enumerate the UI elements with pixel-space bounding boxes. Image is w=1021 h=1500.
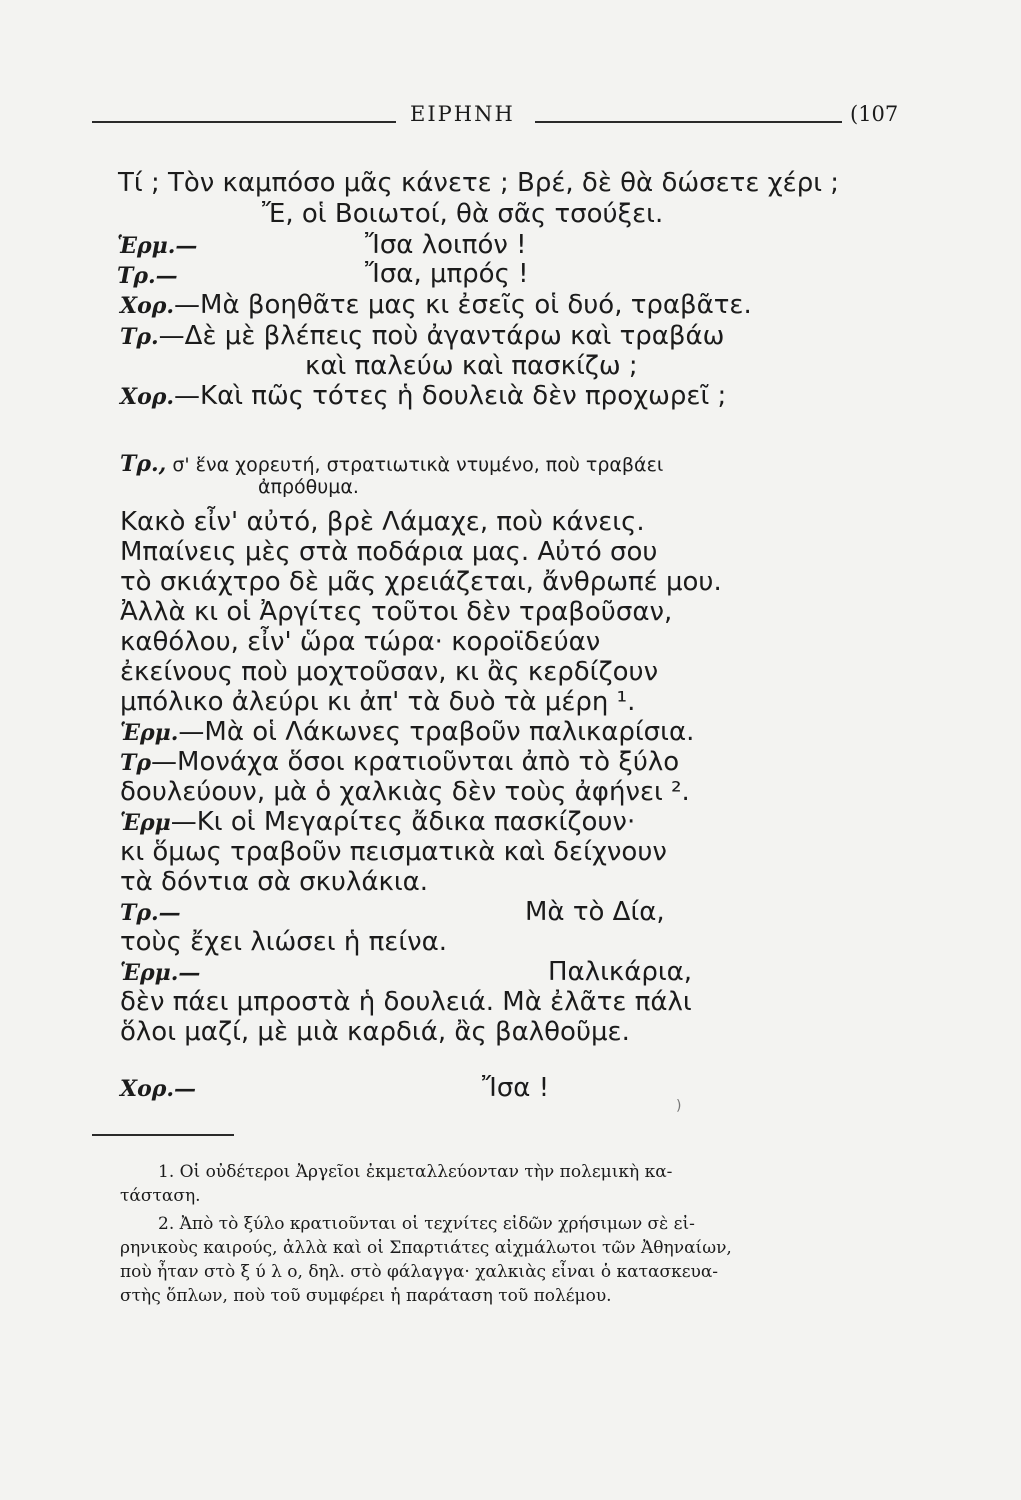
footnote-rule — [92, 1134, 234, 1136]
verse-line: Μπαίνεις μὲς στὰ ποδάρια μας. Αὐτό σου — [120, 537, 658, 567]
speaker-label: Ἑρμ. — [120, 720, 179, 746]
stage-direction: ἀπρόθυμα. — [258, 476, 359, 498]
speaker-label: Τρ.— — [120, 900, 181, 926]
speaker-label: Τρ.— — [117, 263, 178, 289]
footnote-line: 2. Ἀπὸ τὸ ξύλο κρατιοῦνται οἱ τεχνίτες εἰδῶν χρήσιμων σὲ εἰ- — [158, 1214, 695, 1234]
verse-line-text: Παλικάρια, — [548, 957, 693, 987]
speaker-label: Χορ. — [120, 293, 175, 319]
verse-line: Ἑρμ—Κι οἱ Μεγαρίτες ἄδικα πασκίζουν· — [120, 807, 636, 837]
verse-line: δὲν πάει μπροστὰ ἡ δουλειά. Μὰ ἐλᾶτε πάλι — [120, 987, 692, 1017]
verse-line: Κακὸ εἶν' αὐτό, βρὲ Λάμαχε, ποὺ κάνεις. — [120, 507, 645, 537]
verse-line: Ἑρμ.—Μὰ οἱ Λάκωνες τραβοῦν παλικαρίσια. — [120, 717, 695, 747]
header-rule-right — [535, 121, 842, 123]
header-title: ΕΙΡΗΝΗ — [410, 102, 515, 126]
verse-line: ὅλοι μαζί, μὲ μιὰ καρδιά, ἂς βαλθοῦμε. — [120, 1017, 630, 1047]
speaker-label: Χορ. — [120, 384, 175, 410]
header-rule-left — [92, 121, 396, 123]
footnote-line: 1. Οἱ οὐδέτεροι Ἀργεῖοι ἐκμεταλλεύονταν τὴν πολεμικὴ κα- — [158, 1162, 673, 1182]
verse-line: Τί ; Τὸν καμπόσο μᾶς κάνετε ; Βρέ, δὲ θὰ δώσετε χέρι ; — [118, 168, 840, 198]
speaker-label: Τρ. — [120, 324, 159, 350]
verse-line: κι ὅμως τραβοῦν πεισματικὰ καὶ δείχνουν — [120, 837, 667, 867]
verse-line: καθόλου, εἶν' ὥρα τώρα· κοροϊδεύαν — [120, 627, 601, 657]
verse-line — [120, 1073, 196, 1104]
verse-line — [117, 230, 197, 261]
verse-line-text: Μὰ τὸ Δία, — [525, 897, 665, 927]
verse-line: τὰ δόντια σὰ σκυλάκια. — [120, 867, 429, 897]
speaker-label: Ἑρμ.— — [120, 960, 201, 986]
footnote-line: τάσταση. — [120, 1186, 201, 1206]
verse-line: Ἔ, οἱ Βοιωτοί, θὰ σᾶς τσούξει. — [262, 199, 664, 229]
speaker-label: Ἑρμ — [120, 810, 171, 836]
verse-line — [117, 260, 178, 291]
speaker-label: Ἑρμ.— — [117, 233, 198, 259]
verse-line: Τρ—Μονάχα ὅσοι κρατιοῦνται ἀπὸ τὸ ξύλο — [120, 747, 680, 777]
verse-line: Χορ.—Μὰ βοηθᾶτε μας κι ἐσεῖς οἱ δυό, τραβᾶτε. — [120, 290, 752, 320]
speaker-label: Τρ., — [120, 451, 167, 477]
speaker-label: Τρ — [120, 750, 152, 776]
speaker-label: Χορ.— — [120, 1076, 197, 1102]
verse-line-text: Ἴσα λοιπόν ! — [365, 230, 527, 260]
verse-line-text: Ἴσα ! — [482, 1073, 550, 1103]
verse-line — [120, 897, 181, 928]
verse-line: τὸ σκιάχτρο δὲ μᾶς χρειάζεται, ἄνθρωπέ μου. — [120, 567, 722, 597]
verse-line: Χορ.—Καὶ πῶς τότες ἡ δουλειὰ δὲν προχωρεῖ ; — [120, 381, 727, 411]
footnote-line: ποὺ ἦταν στὸ ξ ύ λ ο, δηλ. στὸ φάλαγγα· χαλκιὰς εἶναι ὁ κατασκευα- — [120, 1262, 719, 1282]
running-header — [92, 96, 899, 136]
stage-direction: Τρ., σ' ἕνα χορευτή, στρατιωτικὰ ντυμένο, ποὺ τραβάει — [120, 451, 664, 477]
page-number: (107 — [850, 102, 899, 126]
verse-line: καὶ παλεύω καὶ πασκίζω ; — [305, 351, 638, 381]
verse-line: δουλεύουν, μὰ ὁ χαλκιὰς δὲν τοὺς ἀφήνει ². — [120, 777, 690, 807]
verse-line: τοὺς ἔχει λιώσει ἡ πείνα. — [120, 927, 448, 957]
verse-line: μπόλικο ἀλεύρι κι ἀπ' τὰ δυὸ τὰ μέρη ¹. — [120, 687, 636, 717]
verse-line: ἐκείνους ποὺ μοχτοῦσαν, κι ἂς κερδίζουν — [120, 657, 659, 687]
verse-line — [120, 957, 200, 988]
stray-mark: ) — [676, 1098, 682, 1114]
verse-line: Τρ.—Δὲ μὲ βλέπεις ποὺ ἀγαντάρω καὶ τραβάω — [120, 321, 725, 351]
verse-line-text: Ἴσα, μπρός ! — [365, 259, 529, 289]
verse-line: Ἀλλὰ κι οἱ Ἀργίτες τοῦτοι δὲν τραβοῦσαν, — [120, 597, 673, 627]
footnote-line: στὴς ὅπλων, ποὺ τοῦ συμφέρει ἡ παράταση τοῦ πολέμου. — [120, 1286, 612, 1306]
footnote-line: ρηνικοὺς καιρούς, ἀλλὰ καὶ οἱ Σπαρτιάτες αἰχμάλωτοι τῶν Ἀθηναίων, — [120, 1238, 732, 1258]
